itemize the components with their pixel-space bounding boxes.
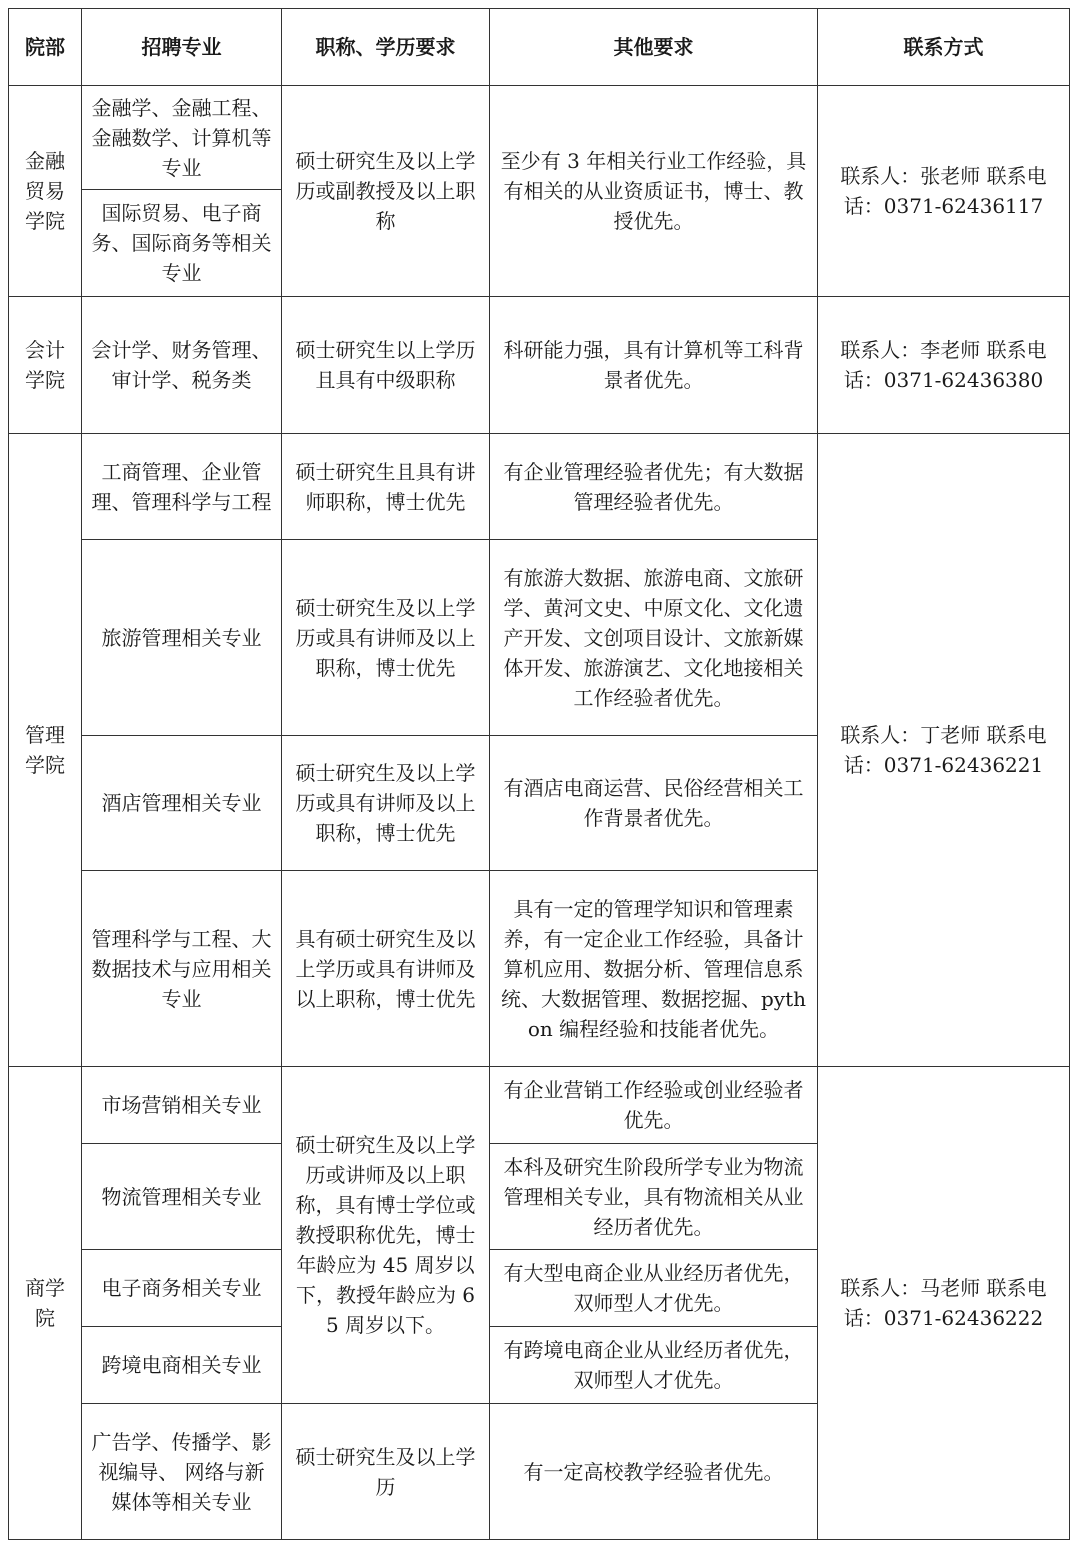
other-cell: 有大型电商企业从业经历者优先，双师型人才优先。 [490, 1250, 818, 1327]
table-row [9, 1067, 1070, 1144]
other-cell: 具有一定的管理学知识和管理素养，有一定企业工作经验，具备计算机应用、数据分析、管理信息系统、大数据管理、数据挖掘、python 编程经验和技能者优先。 [490, 871, 818, 1067]
other-cell: 有跨境电商企业从业经历者优先，双师型人才优先。 [490, 1327, 818, 1404]
major-cell: 电子商务相关专业 [82, 1250, 282, 1327]
major-cell: 广告学、传播学、影视编导、 网络与新媒体等相关专业 [82, 1404, 282, 1540]
contact-cell: 联系人：李老师 联系电话：0371-62436380 [818, 297, 1070, 434]
other-cell: 科研能力强，具有计算机等工科背景者优先。 [490, 297, 818, 434]
other-cell: 至少有 3 年相关行业工作经验，具有相关的从业资质证书，博士、教授优先。 [490, 86, 818, 297]
header-dept: 院部 [9, 9, 82, 86]
edu-cell: 硕士研究生及以上学历或具有讲师及以上职称，博士优先 [282, 540, 490, 736]
major-cell: 金融学、金融工程、金融数学、计算机等专业 [82, 86, 282, 190]
other-cell: 有企业管理经验者优先；有大数据管理经验者优先。 [490, 434, 818, 540]
edu-cell: 硕士研究生及以上学历或讲师及以上职称，具有博士学位或教授职称优先，博士年龄应为 45 周岁以下，教授年龄应为 65 周岁以下。 [282, 1067, 490, 1404]
major-cell: 物流管理相关专业 [82, 1144, 282, 1250]
table-row [9, 297, 1070, 434]
major-cell: 旅游管理相关专业 [82, 540, 282, 736]
header-title-edu: 职称、学历要求 [282, 9, 490, 86]
edu-cell: 硕士研究生及以上学历或副教授及以上职称 [282, 86, 490, 297]
major-cell: 酒店管理相关专业 [82, 736, 282, 871]
dept-business: 商学院 [9, 1067, 82, 1540]
edu-cell: 硕士研究生及以上学历或具有讲师及以上职称，博士优先 [282, 736, 490, 871]
major-cell: 国际贸易、电子商务、国际商务等相关专业 [82, 190, 282, 297]
other-cell: 有酒店电商运营、民俗经营相关工作背景者优先。 [490, 736, 818, 871]
other-cell: 有旅游大数据、旅游电商、文旅研学、黄河文史、中原文化、文化遗产开发、文创项目设计、文旅新媒体开发、旅游演艺、文化地接相关工作经验者优先。 [490, 540, 818, 736]
dept-accounting: 会计学院 [9, 297, 82, 434]
contact-cell: 联系人：丁老师 联系电话：0371-62436221 [818, 434, 1070, 1067]
contact-cell: 联系人：马老师 联系电话：0371-62436222 [818, 1067, 1070, 1540]
major-cell: 会计学、财务管理、审计学、税务类 [82, 297, 282, 434]
edu-cell: 硕士研究生以上学历且具有中级职称 [282, 297, 490, 434]
major-cell: 跨境电商相关专业 [82, 1327, 282, 1404]
other-cell: 本科及研究生阶段所学专业为物流管理相关专业，具有物流相关从业经历者优先。 [490, 1144, 818, 1250]
dept-management: 管理学院 [9, 434, 82, 1067]
recruitment-table [8, 8, 1070, 1540]
header-other: 其他要求 [490, 9, 818, 86]
header-contact: 联系方式 [818, 9, 1070, 86]
table-row [9, 434, 1070, 540]
major-cell: 工商管理、企业管理、管理科学与工程 [82, 434, 282, 540]
edu-cell: 硕士研究生及以上学历 [282, 1404, 490, 1540]
major-cell: 市场营销相关专业 [82, 1067, 282, 1144]
contact-cell: 联系人：张老师 联系电话：0371-62436117 [818, 86, 1070, 297]
header-row [9, 9, 1070, 86]
edu-cell: 硕士研究生且具有讲师职称，博士优先 [282, 434, 490, 540]
major-cell: 管理科学与工程、大数据技术与应用相关专业 [82, 871, 282, 1067]
other-cell: 有一定高校教学经验者优先。 [490, 1404, 818, 1540]
header-major: 招聘专业 [82, 9, 282, 86]
dept-finance: 金融贸易学院 [9, 86, 82, 297]
table-row [9, 86, 1070, 190]
other-cell: 有企业营销工作经验或创业经验者优先。 [490, 1067, 818, 1144]
edu-cell: 具有硕士研究生及以上学历或具有讲师及以上职称，博士优先 [282, 871, 490, 1067]
